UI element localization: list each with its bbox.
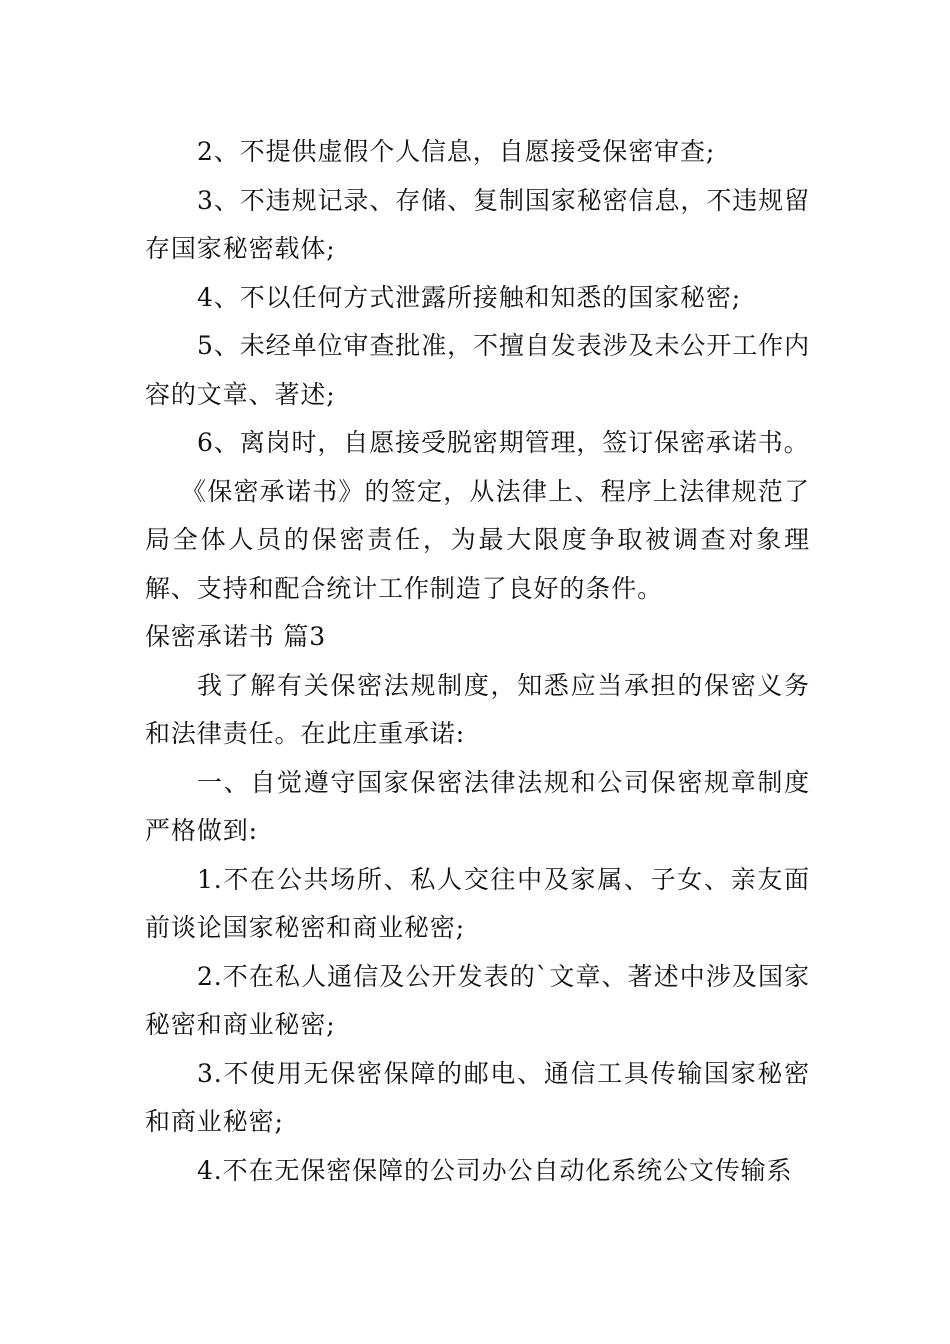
paragraph-subitem-2: 2.不在私人通信及公开发表的`文章、著述中涉及国家秘密和商业秘密; bbox=[145, 961, 810, 1039]
paragraph-item-3: 3、不违规记录、存储、复制国家秘密信息，不违规留存国家秘密载体; bbox=[145, 185, 810, 263]
paragraph-intro: 我了解有关保密法规制度，知悉应当承担的保密义务和法律责任。在此庄重承诺: bbox=[145, 670, 810, 748]
paragraph-summary: 《保密承诺书》的签定，从法律上、程序上法律规范了局全体人员的保密责任，为最大限度争取被调查对象理解、支持和配合统计工作制造了良好的条件。 bbox=[145, 476, 810, 603]
paragraph-item-5: 5、未经单位审查批准，不擅自发表涉及未公开工作内容的文章、著述; bbox=[145, 331, 810, 409]
paragraph-item-4: 4、不以任何方式泄露所接触和知悉的国家秘密; bbox=[197, 282, 742, 312]
paragraph-subitem-3: 3.不使用无保密保障的邮电、通信工具传输国家秘密和商业秘密; bbox=[145, 1058, 810, 1136]
paragraph-item-6: 6、离岗时，自愿接受脱密期管理，签订保密承诺书。 bbox=[197, 428, 810, 457]
paragraph-item-2: 2、不提供虚假个人信息，自愿接受保密审查; bbox=[197, 137, 716, 166]
section-heading: 保密承诺书 篇3 bbox=[145, 622, 327, 651]
paragraph-clause-one: 一、自觉遵守国家保密法律法规和公司保密规章制度严格做到: bbox=[145, 767, 810, 845]
paragraph-subitem-4: 4.不在无保密保障的公司办公自动化系统公文传输系 bbox=[197, 1155, 793, 1185]
document-body bbox=[145, 128, 810, 1195]
paragraph-subitem-1: 1.不在公共场所、私人交往中及家属、子女、亲友面前谈论国家秘密和商业秘密; bbox=[145, 864, 810, 942]
